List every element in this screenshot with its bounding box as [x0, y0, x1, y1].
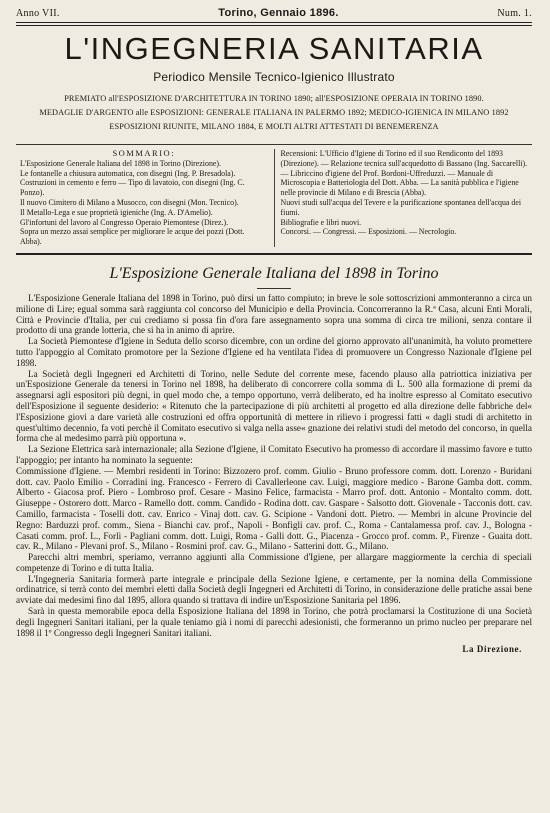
summary-top-rule [16, 144, 532, 145]
toc-left-column [16, 149, 275, 247]
toc-item: Nuovi studi sull'acqua del Tevere e la purificazione spontanea dell'acqua dei fiumi. [280, 197, 522, 217]
article-signature: La Direzione. [462, 644, 522, 655]
toc-item: Bibliografie e libri nuovi. [280, 217, 362, 227]
toc-item: Il Metallo-Lega e sue proprietà igieniche (Ing. A. D'Amelio). [20, 207, 213, 217]
toc-item: Recensioni: L'Ufficio d'Igiene di Torino ed il suo Rendiconto del 1893 (Direzione). — Relazione tecnica sull'acquedotto di Bassano (Ing. Saccarelli). — Libriccino d'igiene del Prof. Bordoni-Uffreduzzi. — Manuale di Microscopia e Batteriologia del Dott. Abba. — La sanità pubblica e l'igiene nelle provincie di Milano e di Brescia (Abba). [280, 149, 528, 198]
article-paragraph: Parecchi altri membri, speriamo, verranno aggiunti alla Commissione d'Igiene, per allargare maggiormente la cerchia di speciali competenze di Torino e di tutta Italia. [16, 552, 532, 573]
header-rule [16, 22, 532, 26]
volume-label: Anno VII. [16, 8, 60, 19]
masthead-title: L'INGEGNERIA SANITARIA [64, 31, 484, 66]
table-of-contents [16, 149, 532, 247]
toc-item: Le fontanelle a chiusura automatica, con disegni (Ing. P. Bresadola). [20, 168, 236, 178]
toc-item: Sopra un mezzo assai semplice per migliorare le acque dei pozzi (Dott. Abba). [20, 227, 245, 247]
article-paragraph: La Società degli Ingegneri ed Architetti di Torino, nelle Sedute del corrente mese, facendo plauso alla patriottica iniziativa per un'Esposizione Generale da tenersi in Torino nel 1898, ha deliberato di concorrere colla somma di L. 500 alla formazione di premi da assegnarsi agli espositori più degni, in quel modo che, a tempo opportuno, verrà deliberato, ed ha inoltre espresso al Comitato esecutivo dell'Esposizione il seguente desiderio: « Ritenuto che la partecipazione di più architetti al progetto ed alla direzione delle fabbriche del« l'Esposizione giovi a dare varietà alle costruzioni ed offra opportunità di mettere in rilievo i progressi fatti « dagli studi di architetto in quest'ultimo decennio, fa voti perchè il Comitato esecutivo si valga nella asse« gnazione dei relativi studi del metodo del concorso, in quella forma che al medesimo parrà più opportuna ». [16, 368, 532, 444]
title-rule [257, 288, 291, 289]
toc-right-column [275, 149, 533, 247]
issue-header [16, 0, 532, 19]
awards-line: PREMIATO all'ESPOSIZIONE D'ARCHITETTURA IN TORINO 1890; all'ESPOSIZIONE OPERAIA IN TORINO 1890. [64, 94, 484, 103]
toc-item: Costruzioni in cemento e ferro — Tipo di lavatoio, con disegni (Ing. C. Ponzo). [20, 178, 245, 198]
awards-block [16, 92, 532, 134]
toc-item: Concorsi. — Congressi. — Esposizioni. — Necrologio. [280, 227, 457, 237]
article-paragraph: La Sezione Elettrica sarà internazionale; alla Sezione d'Igiene, il Comitato Esecutivo ha promesso di accordare il massimo favore e tutto l'appoggio; per intanto ha nominato la seguente: [16, 444, 532, 465]
awards-line: ESPOSIZIONI RIUNITE, MILANO 1884, E MOLTI ALTRI ATTESTATI DI BENEMERENZA [109, 122, 439, 131]
toc-item: Il nuovo Cimitero di Milano a Musocco, con disegni (Mon. Tecnico). [20, 197, 239, 207]
article-title: L'Esposizione Generale Italiana del 1898 in Torino [109, 264, 439, 282]
article-paragraph: La Società Piemontese d'Igiene in Seduta dello scorso dicembre, con un ordine del giorno approvato all'unanimità, ha voluto promettere tutto l'appoggio al Comitato promotore per la Sezione d'Igiene ed ha ventilata l'idea di promuovere un Congresso Nazionale d'Igiene pel 1898. [16, 336, 532, 368]
summary-bottom-rule [16, 253, 532, 255]
article-paragraph: L'Ingegneria Sanitaria formerà parte integrale e principale della Sezione Igiene, e certamente, per la nomina della Commissione ordinatrice, si terrà conto dei membri eletti dalla Società degli Ingegneri ed Architetti di Torino, in considerazione delle pratiche assai bene avviate dai medesimi fino dal 1895, allora quando si trattava di indire un'Esposizione Sanitaria pel 1896. [16, 573, 532, 606]
article-paragraph: Sarà in questa memorabile epoca della Esposizione Italiana del 1898 in Torino, che potrà proclamarsi la Costituzione di una Società degli Ingegneri Sanitari italiani, per la quale teniamo già i nomi di parecchi adesionisti, che formeranno un primo nucleo per preparare nel 1898 il 1º Congresso degli Ingegneri Sanitari italiani. [16, 606, 532, 638]
article-paragraph: L'Esposizione Generale Italiana del 1898 in Torino, può dirsi un fatto compiuto; in breve le sole sottoscrizioni ammonteranno a circa un milione di Lire; egual somma sarà raggiunta col concorso del Municipio e della Provincia. Concorreranno la R.ª Casa, alcuni Enti Morali, Città e Provincie d'Italia, per cui crediamo si possa fin d'ora fare assegnamento sopra una somma di circa tre milioni, senza contare il prodotto di una grande lotteria, che si ha in animo di aprire. [16, 292, 532, 336]
toc-item: Gl'infortuni del lavoro al Congresso Operaio Piemontese (Direz.). [20, 217, 229, 227]
toc-item: L'Esposizione Generale Italiana del 1898 in Torino (Direzione). [20, 158, 221, 168]
issue-date: Torino, Gennaio 1896. [218, 7, 339, 19]
issue-number: Num. 1. [497, 8, 532, 19]
article-body [16, 293, 532, 639]
masthead-subtitle: Periodico Mensile Tecnico-Igienico Illustrato [153, 70, 395, 84]
awards-line: MEDAGLIE D'ARGENTO alle ESPOSIZIONI: GENERALE ITALIANA IN PALERMO 1892; MEDICO-IGIENICA IN MILANO 1892 [39, 108, 509, 117]
toc-heading: SOMMARIO: [112, 148, 176, 158]
article-paragraph: Commissione d'Igiene. — Membri residenti in Torino: Bizzozero prof. comm. Giulio - Bruno professore comm. dott. Lorenzo - Buridani dott. cav. Paolo Emilio - Corradini ing. Francesco - Ferrero di Cavallerleone cav. Luigi, maggiore medico - Barone Gamba dott. comm. Alberto - Giacosa prof. Piero - Lombroso prof. Cesare - Masino Felice, farmacista - Marro prof. dott. Antonio - Montalto comm. dott. Giuseppe - Ostorero dott. Marco - Ramello dott. comm. Candido - Rodina dott. cav. Gaspare - Salsotto dott. Giovenale - Tacconis dott. cav. Camillo, farmacista - Toselli dott. cav. Enrico - Vinaj dott. cav. G. Scipione - Vandoni dott. Pietro. — Membri in alcune Provincie del Regno: Barduzzi prof. comm., Siena - Bianchi cav. prof., Napoli - Bonfigli cav. prof. C., Roma - Cantalamessa prof. cav. J., Bologna - Casati comm. prof. L., Forlì - Pagliani comm. dott. Luigi, Roma - Galli dott. G., Piacenza - Grocco prof. comm. P., Firenze - Guaita dott. cav. R., Milano - Plevani prof. S., Milano - Rosmini prof. cav. G., Milano - Satterini dott. G., Milano. [16, 465, 532, 552]
